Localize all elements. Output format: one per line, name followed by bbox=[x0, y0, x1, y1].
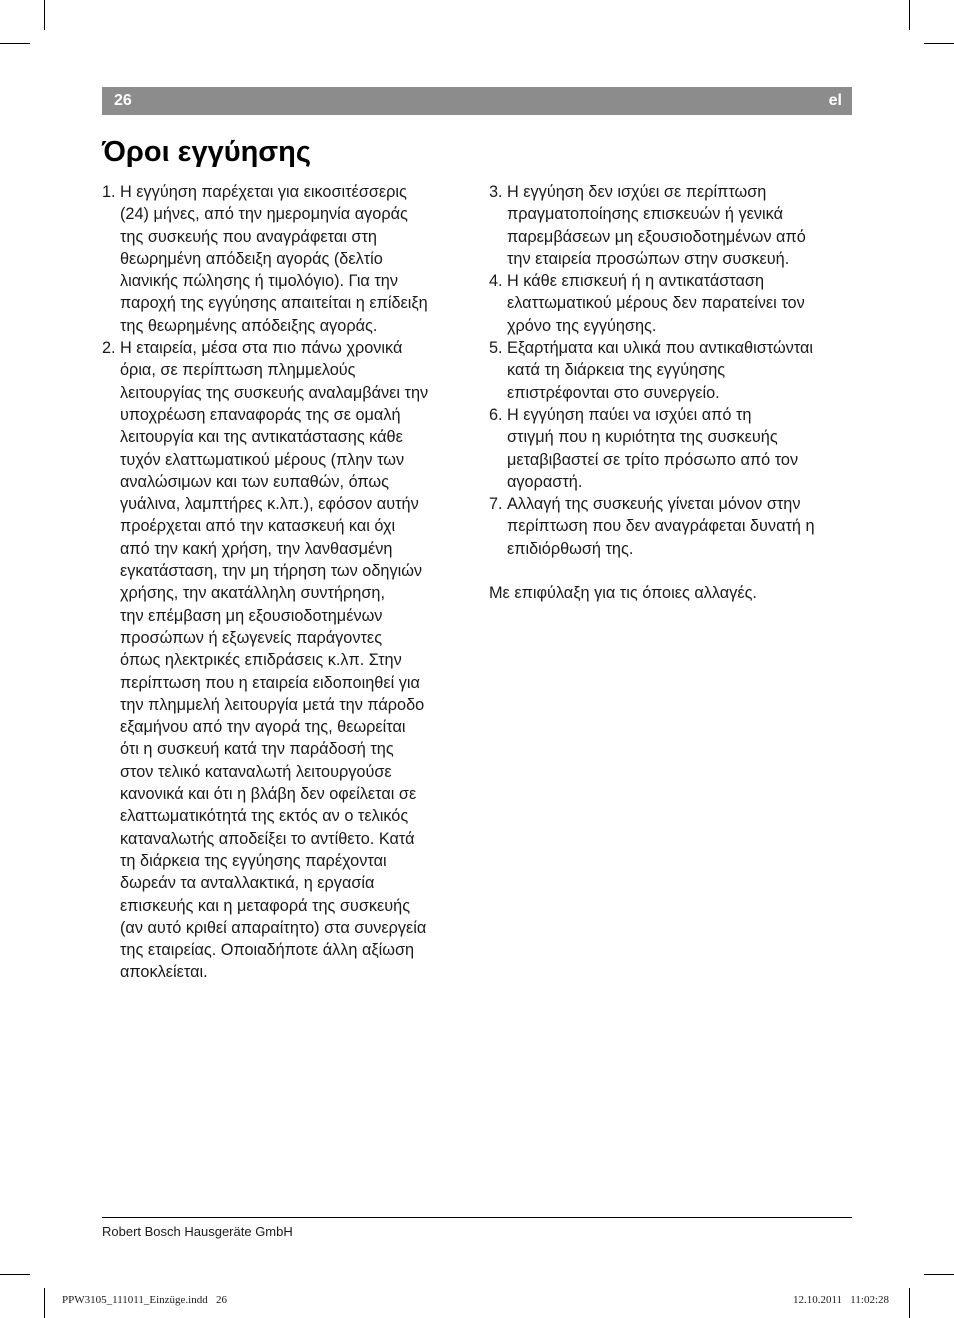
term-number: 1. bbox=[102, 183, 116, 201]
text-line: της συσκευής που αναγράφεται στη bbox=[120, 227, 377, 246]
text-line: καταναλωτής αποδείξει το αντίθετο. Κατά bbox=[120, 829, 415, 848]
text-line: (αν αυτό κριθεί απαραίτητο) στα συνεργεία bbox=[120, 918, 427, 937]
crop-mark-bottom-left-horizontal bbox=[0, 1274, 30, 1275]
terms-list-left bbox=[102, 181, 468, 984]
closing-note: Με επιφύλαξη για τις όποιες αλλαγές. bbox=[489, 584, 757, 603]
footer-divider bbox=[102, 1217, 852, 1218]
text-line: εγκατάσταση, την μη τήρηση των οδηγιών bbox=[120, 562, 423, 581]
text-line: Εξαρτήματα και υλικά που αντικαθιστώνται bbox=[507, 339, 814, 358]
term-text bbox=[120, 337, 468, 984]
text-line: γυάλινα, λαμπτήρες κ.λπ.), εφόσον αυτήν bbox=[120, 495, 419, 514]
text-line: πραγματοποίησης επισκευών ή γενικά bbox=[507, 205, 783, 224]
crop-mark-top-right-horizontal bbox=[924, 43, 954, 44]
term-text bbox=[507, 337, 855, 404]
crop-mark-bottom-right-vertical bbox=[909, 1288, 910, 1318]
print-slug-file: PPW3105_111011_Einzüge.indd 26 bbox=[62, 1294, 227, 1306]
text-line: προέρχεται από την κατασκευή και όχι bbox=[120, 517, 396, 536]
left-column bbox=[102, 181, 468, 984]
term-item-4 bbox=[489, 270, 855, 337]
term-number: 2. bbox=[102, 339, 116, 358]
term-item-1 bbox=[102, 181, 468, 337]
text-line: αγοραστή. bbox=[507, 472, 583, 491]
text-line: παροχή της εγγύησης απαιτείται η επίδειξη bbox=[120, 294, 428, 313]
text-line: χρήσης, την ακατάλληλη συντήρηση, bbox=[120, 584, 385, 603]
text-line: Η εταιρεία, μέσα στα πιο πάνω χρονικά bbox=[120, 339, 403, 358]
text-line: επιστρέφονται στο συνεργείο. bbox=[507, 383, 720, 402]
text-line: Η εγγύηση παρέχεται για εικοσιτέσσερις bbox=[120, 183, 407, 201]
crop-mark-top-left-vertical bbox=[44, 0, 45, 30]
text-line: περίπτωση που δεν αναγράφεται δυνατή η bbox=[507, 517, 815, 536]
terms-list-right bbox=[489, 181, 855, 560]
crop-mark-top-right-vertical bbox=[909, 0, 910, 30]
text-line: τη διάρκεια της εγγύησης παρέχονται bbox=[120, 851, 387, 870]
text-line: παρεμβάσεων μη εξουσιοδοτημένων από bbox=[507, 227, 806, 246]
text-line: την επέμβαση μη εξουσιοδοτημένων bbox=[120, 606, 383, 625]
term-item-2 bbox=[102, 337, 468, 984]
text-line: επισκευής και η μεταφορά της συσκευής bbox=[120, 896, 411, 915]
text-line: όρια, σε περίπτωση πλημμελούς bbox=[120, 361, 356, 380]
page-header-bar bbox=[102, 87, 852, 115]
text-line: ελαττωματικότητά της εκτός αν ο τελικός bbox=[120, 807, 409, 826]
text-line: θεωρημένη απόδειξη αγοράς (δελτίο bbox=[120, 249, 383, 268]
text-line: κανονικά και ότι η βλάβη δεν οφείλεται σε bbox=[120, 785, 417, 804]
page-number: 26 bbox=[114, 92, 132, 109]
term-number: 4. bbox=[489, 272, 503, 291]
text-line: λειτουργία και της αντικατάστασης κάθε bbox=[120, 428, 403, 447]
term-item-7 bbox=[489, 493, 855, 560]
text-line: Η εγγύηση δεν ισχύει σε περίπτωση bbox=[507, 183, 767, 201]
language-code: el bbox=[828, 92, 842, 109]
text-line: της εταιρείας. Οποιαδήποτε άλλη αξίωση bbox=[120, 941, 415, 960]
text-line: από την κακή χρήση, την λανθασμένη bbox=[120, 539, 393, 558]
crop-mark-bottom-left-vertical bbox=[44, 1288, 45, 1318]
text-line: τυχόν ελαττωματικού μέρους (πλην των bbox=[120, 450, 405, 469]
text-line: κατά τη διάρκεια της εγγύησης bbox=[507, 361, 726, 380]
term-text bbox=[507, 181, 855, 270]
term-number: 3. bbox=[489, 183, 503, 201]
term-text bbox=[507, 404, 855, 493]
text-line: εξαμήνου από την αγορά της, θεωρείται bbox=[120, 718, 406, 737]
text-line: στιγμή που η κυριότητα της συσκευής bbox=[507, 428, 778, 447]
term-item-3 bbox=[489, 181, 855, 270]
text-line: στον τελικό καταναλωτή λειτουργούσε bbox=[120, 762, 392, 781]
text-line: (24) μήνες, από την ημερομηνία αγοράς bbox=[120, 205, 408, 224]
text-line: αποκλείεται. bbox=[120, 963, 208, 982]
text-line: όπως ηλεκτρικές επιδράσεις κ.λπ. Στην bbox=[120, 651, 402, 670]
text-line: περίπτωση που η εταιρεία ειδοποιηθεί για bbox=[120, 673, 420, 692]
text-line: την πλημμελή λειτουργία μετά την πάροδο bbox=[120, 695, 425, 714]
text-line: αναλώσιμων και των ευπαθών, όπως bbox=[120, 472, 389, 491]
text-line: Αλλαγή της συσκευής γίνεται μόνον στην bbox=[507, 495, 801, 514]
print-slug-timestamp: 12.10.2011 11:02:28 bbox=[792, 1294, 889, 1306]
text-line: λειτουργίας της συσκευής αναλαμβάνει την bbox=[120, 383, 429, 402]
term-text bbox=[120, 181, 468, 337]
text-line: υποχρέωση επαναφοράς της σε ομαλή bbox=[120, 405, 401, 424]
text-line: ότι η συσκευή κατά την παράδοσή της bbox=[120, 740, 394, 759]
text-line: επιδιόρθωσή της. bbox=[507, 539, 634, 558]
text-line: δωρεάν τα ανταλλακτικά, η εργασία bbox=[120, 874, 375, 893]
term-text bbox=[507, 270, 855, 337]
term-number: 6. bbox=[489, 405, 503, 424]
text-line: ελαττωματικού μέρους δεν παρατείνει τον bbox=[507, 294, 805, 313]
text-line: Η κάθε επισκευή ή η αντικατάσταση bbox=[507, 272, 765, 291]
text-line: προσώπων ή εξωγενείς παράγοντες bbox=[120, 628, 383, 647]
term-number: 5. bbox=[489, 339, 503, 358]
text-line: μεταβιβαστεί σε τρίτο πρόσωπο από τον bbox=[507, 450, 799, 469]
text-line: της θεωρημένης απόδειξης αγοράς. bbox=[120, 316, 378, 335]
term-number: 7. bbox=[489, 495, 503, 514]
text-line: λιανικής πώλησης ή τιμολόγιο). Για την bbox=[120, 272, 398, 291]
term-text bbox=[507, 493, 855, 560]
term-item-6 bbox=[489, 404, 855, 493]
crop-mark-bottom-right-horizontal bbox=[924, 1274, 954, 1275]
text-line: χρόνο της εγγύησης. bbox=[507, 316, 657, 335]
crop-mark-top-left-horizontal bbox=[0, 43, 30, 44]
right-column bbox=[489, 181, 855, 605]
term-item-5 bbox=[489, 337, 855, 404]
text-line: Η εγγύηση παύει να ισχύει από τη bbox=[507, 405, 752, 424]
footer-company-name: Robert Bosch Hausgeräte GmbH bbox=[102, 1224, 293, 1239]
text-line: την εταιρεία προσώπων στην συσκευή. bbox=[507, 249, 790, 268]
page-title: Όροι εγγύησης bbox=[102, 136, 311, 168]
